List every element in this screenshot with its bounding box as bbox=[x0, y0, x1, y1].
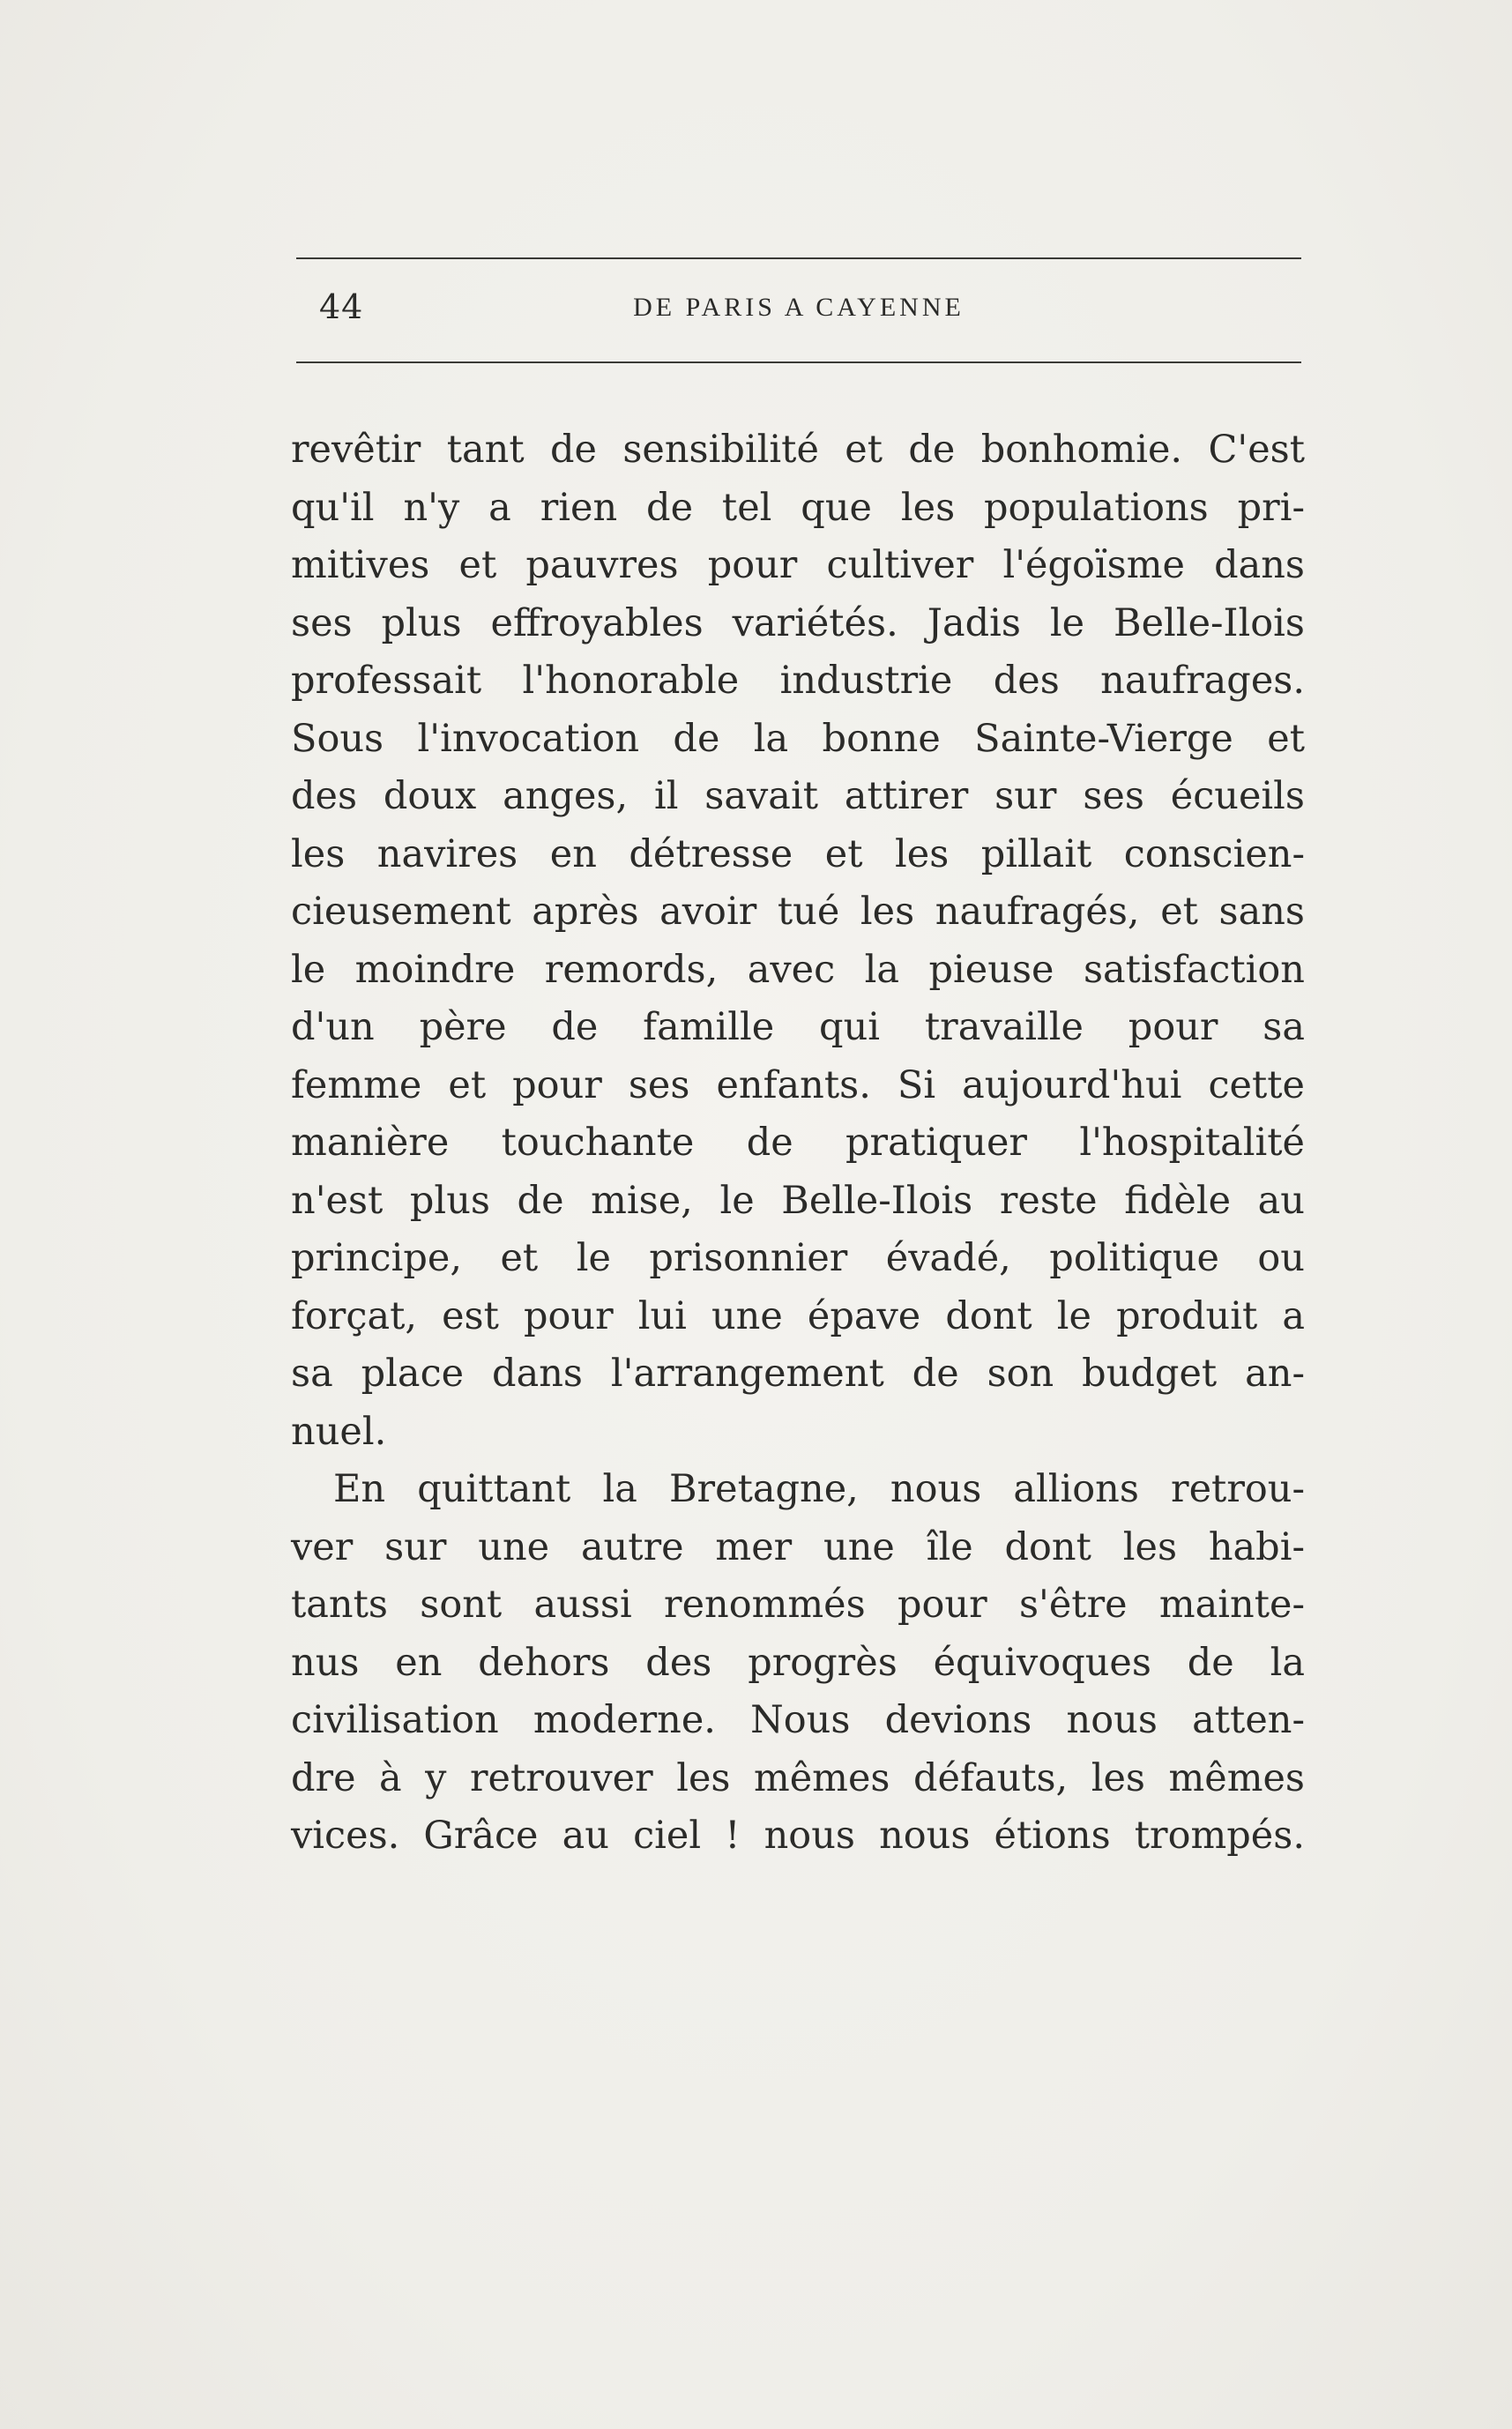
paragraph-1 bbox=[291, 421, 1305, 1461]
text-line: des doux anges, il savait attirer sur ses écueils bbox=[291, 774, 1305, 818]
text-line: Sous l'invocation de la bonne Sainte-Vierge et bbox=[291, 716, 1305, 761]
text-line: tants sont aussi renommés pour s'être mainte- bbox=[291, 1583, 1305, 1627]
text-line: ses plus effroyables variétés. Jadis le Belle-Ilois bbox=[291, 600, 1305, 645]
text-line: revêtir tant de sensibilité et de bonhomie. C'est bbox=[291, 428, 1305, 472]
text-line: n'est plus de mise, le Belle-Ilois reste fidèle au bbox=[291, 1178, 1305, 1223]
text-line: les navires en détresse et les pillait conscien- bbox=[291, 831, 1305, 876]
page-number: 44 bbox=[319, 287, 364, 326]
text-line: manière touchante de pratiquer l'hospitalité bbox=[291, 1121, 1305, 1165]
text-line: le moindre remords, avec la pieuse satisfaction bbox=[291, 947, 1305, 992]
text-line: dre à y retrouver les mêmes défauts, les mêmes bbox=[291, 1755, 1305, 1800]
text-line: mitives et pauvres pour cultiver l'égoïsme dans bbox=[291, 543, 1305, 587]
running-title: DE PARIS A CAYENNE bbox=[633, 293, 965, 322]
text-line: nuel. bbox=[291, 1409, 387, 1454]
text-line: civilisation moderne. Nous devions nous atten- bbox=[291, 1698, 1305, 1742]
text-line: nus en dehors des progrès équivoques de la bbox=[291, 1640, 1305, 1685]
running-head bbox=[296, 284, 1301, 337]
text-line: cieusement après avoir tué les naufragés, et sans bbox=[291, 890, 1305, 934]
text-line: sa place dans l'arrangement de son budget an- bbox=[291, 1352, 1305, 1396]
header-rule-top bbox=[296, 257, 1301, 259]
text-line: femme et pour ses enfants. Si aujourd'hui cette bbox=[291, 1062, 1305, 1107]
text-line: professait l'honorable industrie des naufrages. bbox=[291, 659, 1305, 703]
header-rule-bottom bbox=[296, 361, 1301, 363]
text-line: En quittant la Bretagne, nous allions retrou- bbox=[333, 1467, 1305, 1511]
text-line: vices. Grâce au ciel ! nous nous étions trompés. bbox=[291, 1814, 1305, 1858]
body-text bbox=[291, 421, 1305, 1866]
text-line: forçat, est pour lui une épave dont le produit a bbox=[291, 1293, 1305, 1338]
text-line: ver sur une autre mer une île dont les habi- bbox=[291, 1524, 1305, 1569]
text-line: qu'il n'y a rien de tel que les populations pri- bbox=[291, 485, 1305, 530]
text-line: d'un père de famille qui travaille pour sa bbox=[291, 1005, 1305, 1049]
paragraph-2 bbox=[291, 1461, 1305, 1866]
text-line: principe, et le prisonnier évadé, politique ou bbox=[291, 1236, 1305, 1280]
